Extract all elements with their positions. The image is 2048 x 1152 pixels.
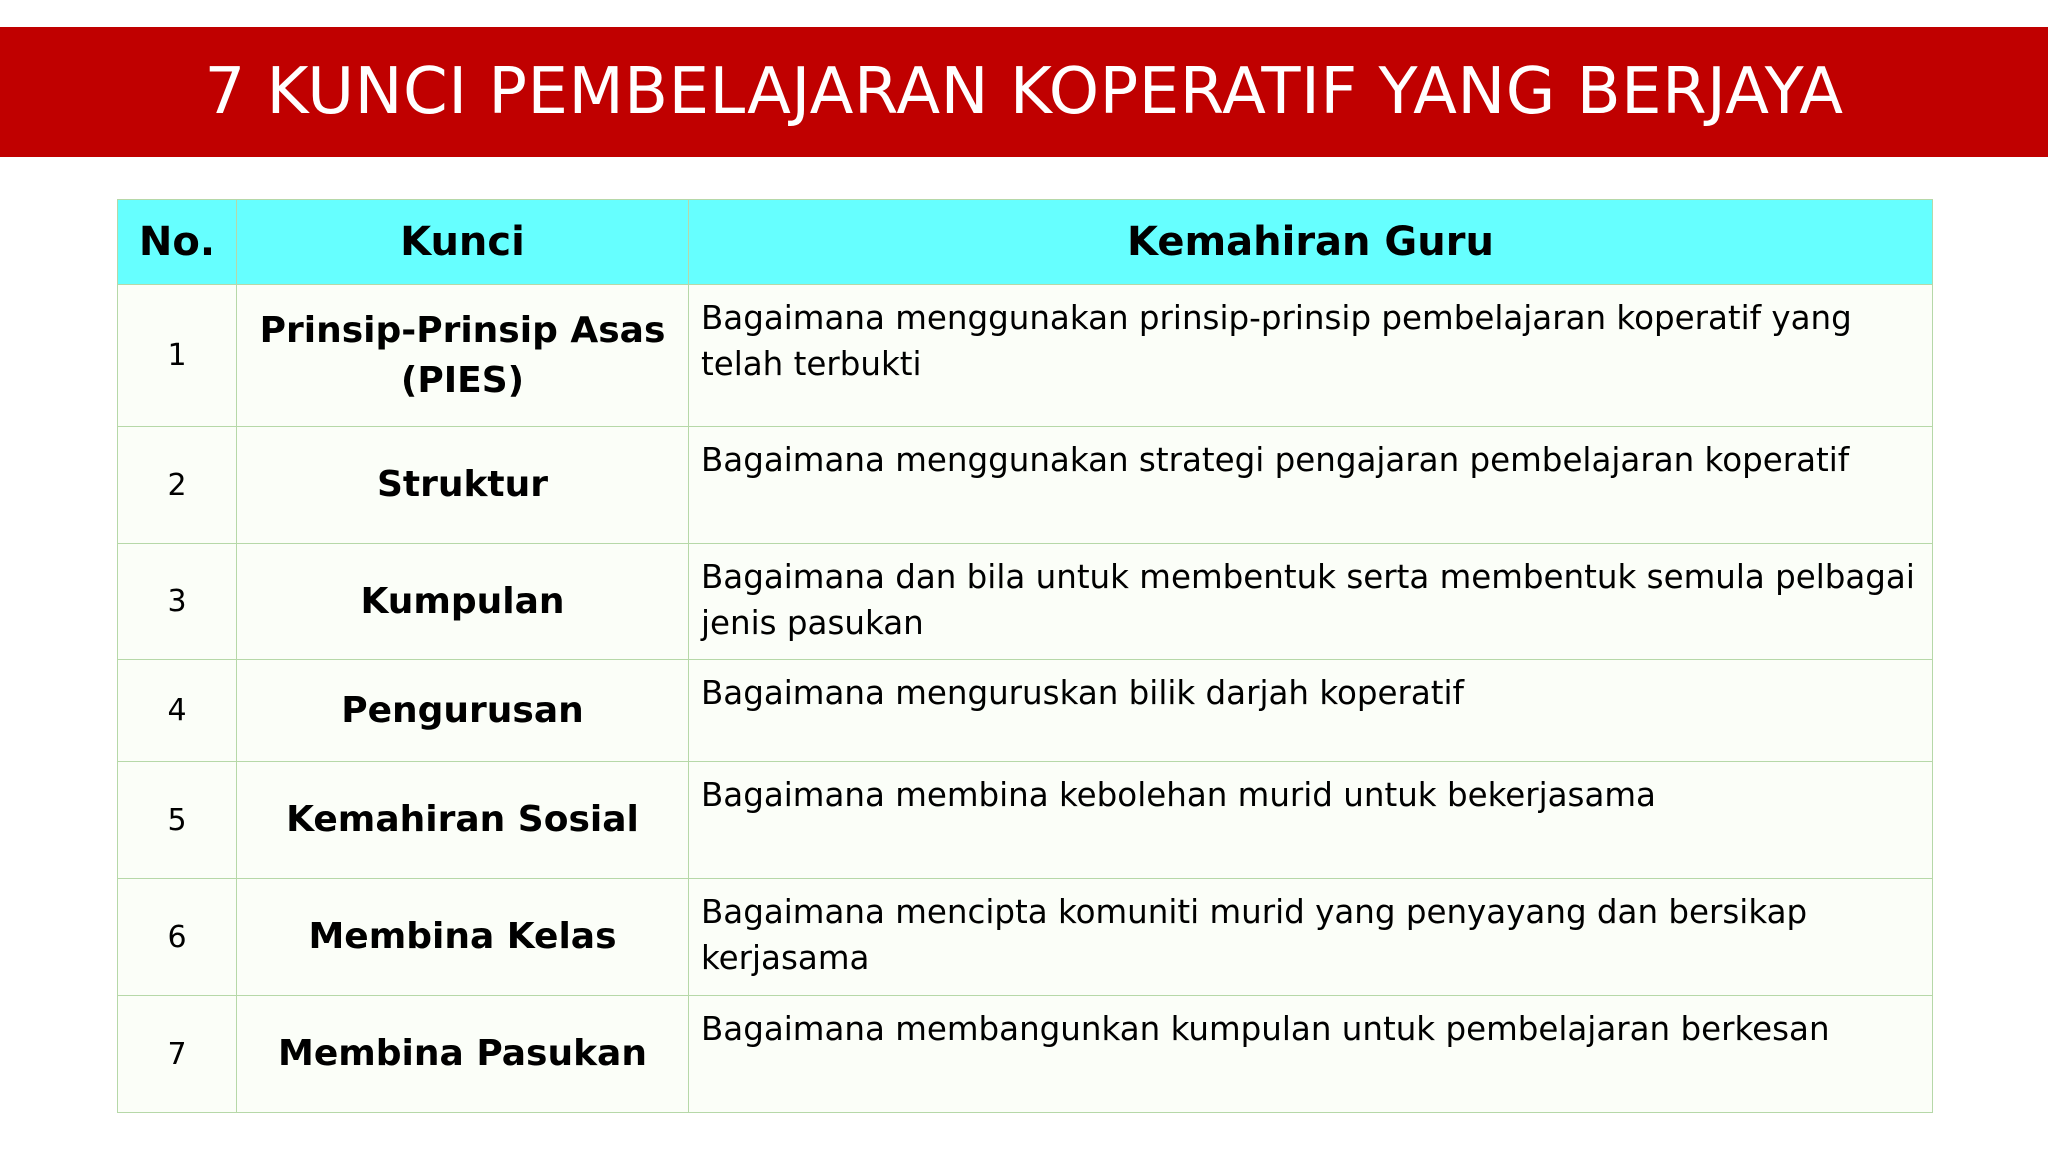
row-kunci: Kumpulan <box>237 544 689 660</box>
row-kunci: Pengurusan <box>237 660 689 762</box>
row-number: 2 <box>118 427 237 544</box>
header-kunci: Kunci <box>237 200 689 285</box>
row-kunci: Membina Kelas <box>237 879 689 996</box>
slide-title: 7 KUNCI PEMBELAJARAN KOPERATIF YANG BERJAYA <box>204 55 1844 129</box>
row-number: 7 <box>118 996 237 1113</box>
header-no: No. <box>118 200 237 285</box>
row-kunci: Prinsip-Prinsip Asas (PIES) <box>237 285 689 427</box>
row-kunci: Membina Pasukan <box>237 996 689 1113</box>
title-banner <box>0 27 2048 157</box>
table-row <box>118 762 1933 879</box>
row-kunci: Struktur <box>237 427 689 544</box>
table-row <box>118 879 1933 996</box>
row-number: 6 <box>118 879 237 996</box>
row-kemahiran: Bagaimana membangunkan kumpulan untuk pembelajaran berkesan <box>689 996 1933 1113</box>
row-kemahiran: Bagaimana menguruskan bilik darjah koperatif <box>689 660 1933 762</box>
row-kemahiran: Bagaimana menggunakan strategi pengajaran pembelajaran koperatif <box>689 427 1933 544</box>
table-row <box>118 427 1933 544</box>
table-row <box>118 996 1933 1113</box>
row-number: 4 <box>118 660 237 762</box>
row-kunci: Kemahiran Sosial <box>237 762 689 879</box>
row-kemahiran: Bagaimana dan bila untuk membentuk serta membentuk semula pelbagai jenis pasukan <box>689 544 1933 660</box>
row-kemahiran: Bagaimana mencipta komuniti murid yang penyayang dan bersikap kerjasama <box>689 879 1933 996</box>
row-number: 3 <box>118 544 237 660</box>
keys-table <box>117 199 1933 1113</box>
row-kemahiran: Bagaimana membina kebolehan murid untuk bekerjasama <box>689 762 1933 879</box>
table-row <box>118 660 1933 762</box>
table-header-row <box>118 200 1933 285</box>
row-number: 5 <box>118 762 237 879</box>
row-number: 1 <box>118 285 237 427</box>
table-row <box>118 544 1933 660</box>
header-kemahiran-guru: Kemahiran Guru <box>689 200 1933 285</box>
table-row <box>118 285 1933 427</box>
row-kemahiran: Bagaimana menggunakan prinsip-prinsip pembelajaran koperatif yang telah terbukti <box>689 285 1933 427</box>
